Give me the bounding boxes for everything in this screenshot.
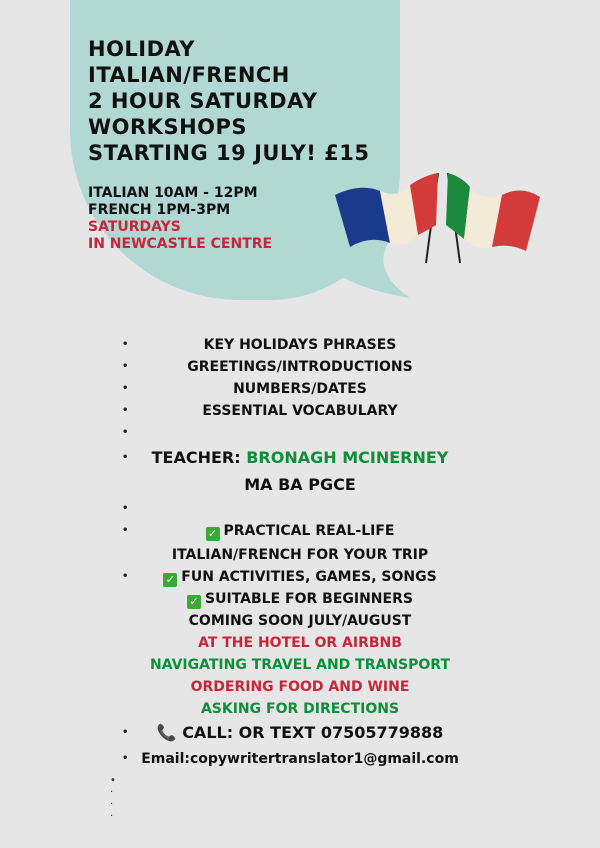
headline-line-2: ITALIAN/FRENCH (88, 63, 290, 87)
crossed-flags-icon (330, 165, 545, 265)
teacher-label: TEACHER: (151, 448, 241, 467)
trailing-bullets: • · · · (110, 775, 116, 822)
qualifications: MA BA PGCE (244, 475, 356, 494)
italian-flag (446, 173, 540, 251)
email-link[interactable]: Email:copywritertranslator1@gmail.com (141, 751, 459, 767)
workshop-details-list (0, 334, 600, 772)
headline-line-5: STARTING 19 JULY! £15 (88, 141, 370, 165)
list-item: • KEY HOLIDAYS PHRASES (122, 337, 397, 353)
check-mark-icon: ✓ (187, 595, 201, 609)
italian-time: ITALIAN 10AM - 12PM (88, 185, 258, 201)
headline-line-4: WORKSHOPS (88, 115, 248, 139)
french-time: FRENCH 1PM-3PM (88, 202, 231, 218)
topic-ordering: ORDERING FOOD AND WINE (190, 679, 410, 695)
topic-navigating: NAVIGATING TRAVEL AND TRANSPORT (149, 657, 450, 673)
practical-row: • ✓ PRACTICAL REAL-LIFE (122, 523, 395, 540)
headline (88, 36, 370, 166)
headline-line-1: HOLIDAY (88, 37, 196, 61)
check-mark-icon: ✓ (206, 527, 220, 541)
headline-line-3: 2 HOUR SATURDAY (88, 89, 318, 113)
beginners-row: ✓ SUITABLE FOR BEGINNERS (0, 588, 600, 610)
call-text[interactable]: CALL: OR TEXT 07505779888 (182, 723, 444, 742)
phone-icon: 📞 (156, 723, 177, 742)
email-row: • Email:copywritertranslator1@gmail.com (0, 746, 600, 772)
teacher-name: BRONAGH MCINERNEY (246, 448, 449, 467)
list-item: • ESSENTIAL VOCABULARY (122, 403, 398, 419)
coming-soon: COMING SOON JULY/AUGUST (188, 613, 412, 629)
topic-hotel: AT THE HOTEL OR AIRBNB (198, 635, 402, 651)
french-flag (335, 173, 438, 247)
list-item: • GREETINGS/INTRODUCTIONS (122, 359, 413, 375)
saturdays-label: SATURDAYS (88, 219, 181, 235)
practical-row-2: ITALIAN/FRENCH FOR YOUR TRIP (171, 547, 429, 563)
list-item: • NUMBERS/DATES (122, 381, 367, 397)
topic-directions: ASKING FOR DIRECTIONS (200, 701, 400, 717)
location-label: IN NEWCASTLE CENTRE (88, 236, 273, 252)
teacher-row: • TEACHER: BRONAGH MCINERNEY (122, 448, 449, 467)
schedule (88, 185, 272, 253)
list-item-empty: • (122, 503, 129, 514)
fun-row: • ✓ FUN ACTIVITIES, GAMES, SONGS (122, 569, 437, 586)
list-item-empty: • (122, 427, 129, 438)
call-row: • 📞 CALL: OR TEXT 07505779888 (122, 723, 444, 742)
check-mark-icon: ✓ (163, 573, 177, 587)
